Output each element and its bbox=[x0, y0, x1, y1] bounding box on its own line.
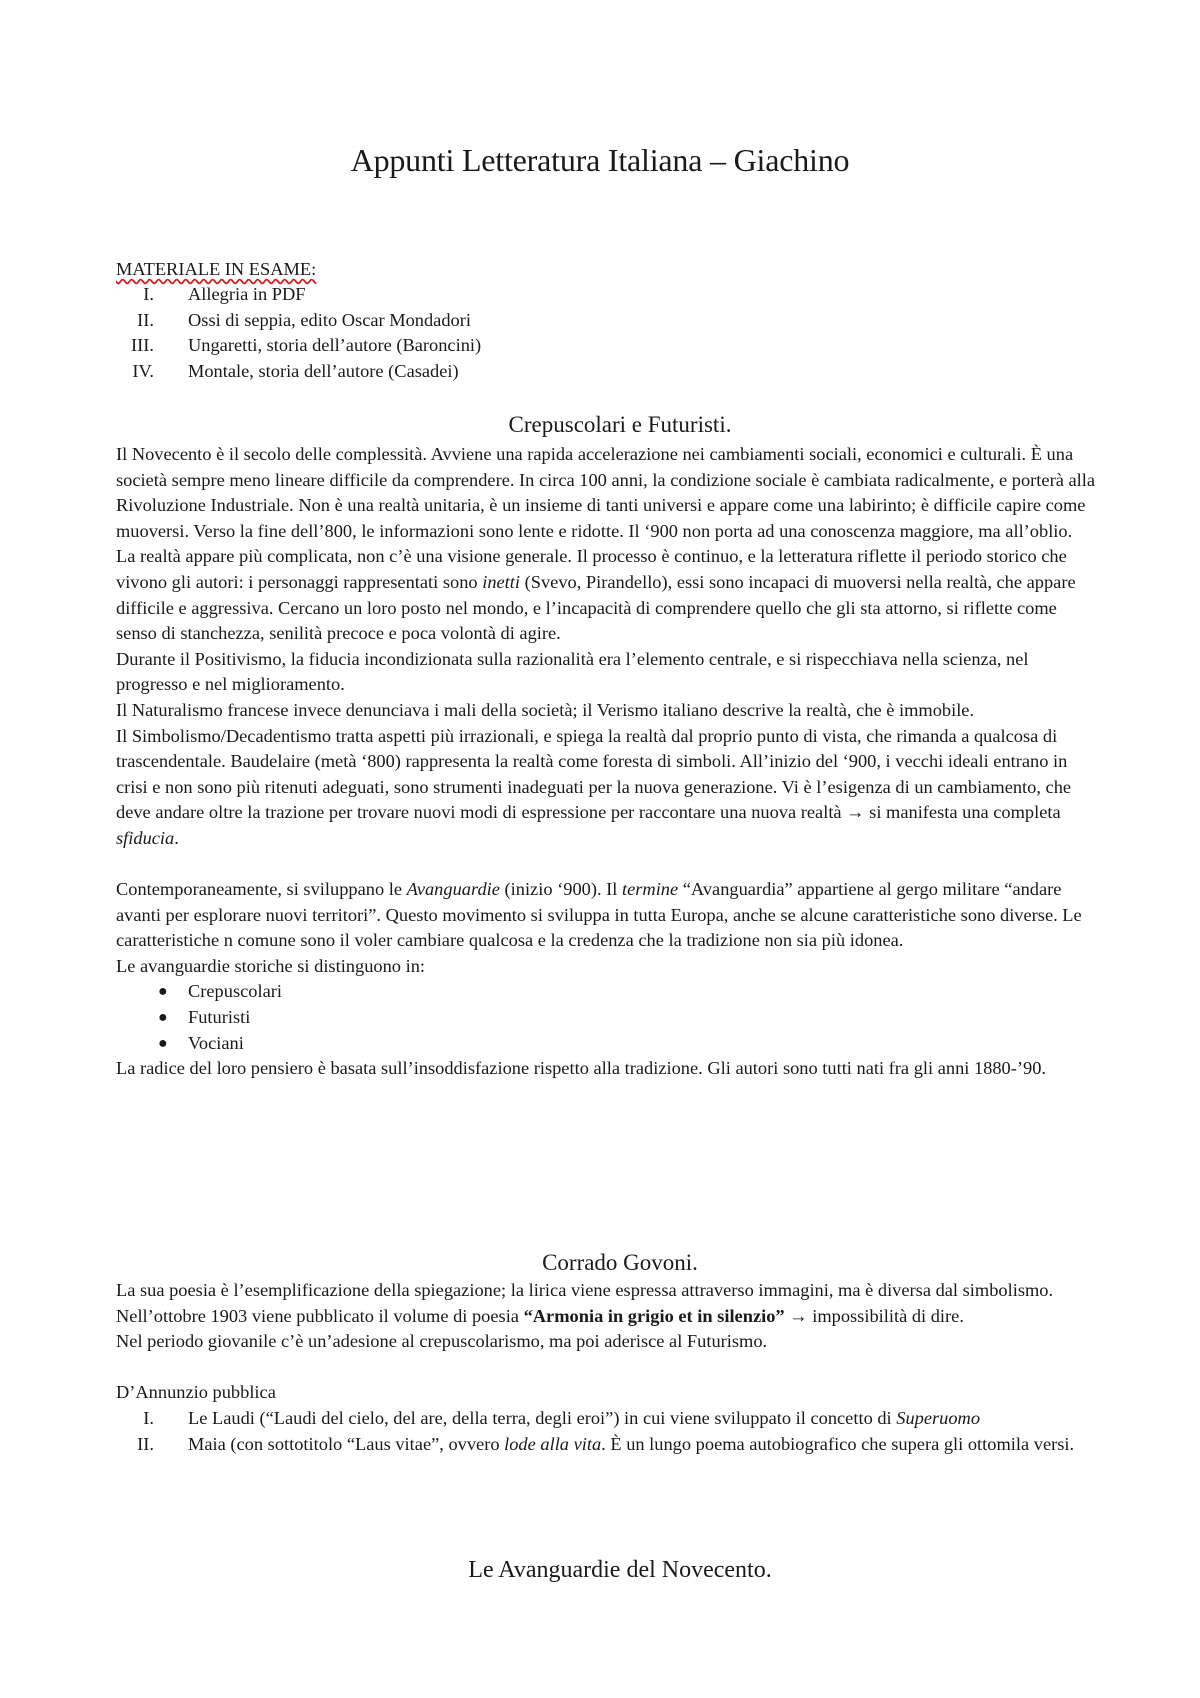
blank-line bbox=[116, 1355, 1096, 1381]
list-item-text: Futuristi bbox=[188, 1007, 251, 1028]
bold-text: “Armonia in grigio et in silenzio” bbox=[523, 1305, 785, 1326]
paragraph bbox=[116, 442, 1096, 647]
text-run: (Svevo, Pirandello), essi sono incapaci di muoversi nella realtà, che appare difficile e aggressiva. Cercano un loro posto nel mondo, e l’incapacità di comprendere quello che gli sta attorno, si riflette come senso di stanchezza, senilità precoce e poca volontà di agire. bbox=[116, 571, 1076, 644]
list-item-number: IV. bbox=[132, 360, 154, 381]
text-run: . bbox=[174, 827, 179, 848]
list-item-number: II. bbox=[137, 1433, 154, 1454]
text-run: Nell’ottobre 1903 viene pubblicato il volume di poesia bbox=[116, 1305, 524, 1326]
bullet-icon: ● bbox=[158, 1009, 168, 1027]
text-run: Contemporaneamente, si sviluppano le bbox=[116, 879, 407, 900]
materiale-heading: MATERIALE IN ESAME: bbox=[116, 259, 317, 279]
paragraph: La radice del loro pensiero è basata sull’insoddisfazione rispetto alla tradizione. Gli autori sono tutti nati fra gli anni 1880-’90. bbox=[116, 1058, 1046, 1079]
blank-line bbox=[116, 852, 1096, 878]
italic-text: lode alla vita bbox=[504, 1433, 602, 1454]
list-item-text: Vociani bbox=[188, 1032, 244, 1053]
list-item-text: Crepuscolari bbox=[188, 981, 282, 1002]
bullet-icon: ● bbox=[158, 1034, 168, 1052]
italic-text: inetti bbox=[482, 571, 521, 592]
list-item bbox=[116, 1406, 1096, 1432]
text-run: . È un lungo poema autobiografico che supera gli ottomila versi. bbox=[601, 1433, 1075, 1454]
paragraph: Nel periodo giovanile c’è un’adesione al crepuscolarismo, ma poi aderisce al Futurismo. bbox=[116, 1331, 768, 1352]
italic-text: Superuomo bbox=[896, 1407, 981, 1428]
paragraph: D’Annunzio pubblica bbox=[116, 1382, 276, 1403]
paragraph bbox=[116, 877, 1096, 954]
list-item-text: Ungaretti, storia dell’autore (Baroncini) bbox=[188, 335, 482, 356]
section-heading-crepuscolari: Crepuscolari e Futuristi. bbox=[508, 412, 732, 437]
text-run: (inizio ‘900). Il bbox=[499, 879, 622, 900]
list-item-text: Montale, storia dell’autore (Casadei) bbox=[188, 360, 459, 381]
italic-text: termine bbox=[621, 879, 679, 900]
text-run: “Avanguardia” appartiene al gergo militare “andare avanti per esplorare nuovi territori”. Questo movimento si sviluppa in tutta Europa, anche se alcune caratteristiche sono diverse. Le caratteristiche n comune sono il voler cambiare qualcosa e la credenza che la tradizione non sia più idonea. bbox=[116, 879, 1082, 951]
bullet-list bbox=[116, 979, 1096, 1056]
document-title: Appunti Letteratura Italiana – Giachino bbox=[350, 142, 850, 178]
list-item bbox=[116, 979, 1096, 1005]
section-heading-avanguardie: Le Avanguardie del Novecento. bbox=[468, 1557, 772, 1583]
list-item-number: I. bbox=[143, 1407, 154, 1428]
text-run: Le Laudi (“Laudi del cielo, del are, della terra, degli eroi”) in cui viene sviluppato il concetto di bbox=[188, 1407, 897, 1428]
paragraph: Durante il Positivismo, la fiducia incondizionata sulla razionalità era l’elemento centrale, e si rispecchiava nella scienza, nel progresso e nel miglioramento. bbox=[116, 648, 1029, 695]
italic-text: Avanguardie bbox=[406, 879, 500, 900]
section-heading-govoni: Corrado Govoni. bbox=[542, 1250, 698, 1275]
bullet-icon: ● bbox=[158, 983, 168, 1001]
paragraph: Le avanguardie storiche si distinguono in: bbox=[116, 955, 425, 976]
list-item-text: Ossi di seppia, edito Oscar Mondadori bbox=[188, 309, 471, 330]
section-body-crepuscolari bbox=[116, 442, 1096, 1082]
text-run: → impossibilità di dire. bbox=[784, 1305, 964, 1326]
text-run: Il Novecento è il secolo delle complessità. Avviene una rapida accelerazione nei cambiamenti sociali, economici e culturali. È una società sempre meno lineare difficile da comprendere. In circa 100 anni, la condizione sociale è cambiata radicalmente, e porterà alla Rivoluzione Industriale. Non è una realtà unitaria, è un insieme di tanti universi e appare come una labirinto; è difficile capire come muoversi. Verso la fine dell’800, le informazioni sono lente e ridotte. Il ‘900 non porta ad una conoscenza maggiore, ma all’oblio. La realtà appare più complicata, non c’è una visione generale. Il processo è continuo, e la letteratura riflette il periodo storico che vivono gli autori: i personaggi rappresentati sono bbox=[116, 444, 1095, 592]
list-item bbox=[116, 1005, 1096, 1031]
paragraph: La sua poesia è l’esemplificazione della spiegazione; la lirica viene espressa attraverso immagini, ma è diversa dal simbolismo. bbox=[116, 1280, 1054, 1300]
list-item-number: III. bbox=[131, 335, 154, 356]
text-run: Maia (con sottotitolo “Laus vitae”, ovvero bbox=[188, 1433, 505, 1454]
numbered-list bbox=[116, 1406, 1096, 1457]
paragraph bbox=[116, 1304, 1096, 1330]
italic-text: sfiducia bbox=[116, 827, 175, 848]
list-item-number: I. bbox=[143, 284, 154, 304]
list-item bbox=[116, 1031, 1096, 1057]
list-item-text: Allegria in PDF bbox=[188, 284, 306, 304]
section-body-govoni bbox=[116, 1278, 1096, 1457]
paragraph bbox=[116, 724, 1096, 852]
list-item-number: II. bbox=[137, 309, 154, 330]
text-run: Il Simbolismo/Decadentismo tratta aspetti più irrazionali, e spiega la realtà dal proprio punto di vista, che rimanda a qualcosa di trascendentale. Baudelaire (metà ‘800) rappresenta la realtà come foresta di simboli. All’inizio del ‘900, i vecchi ideali entrano in crisi e non sono più ritenuti adeguati, sono strumenti inadeguati per la nuova generazione. Vi è l’esigenza di un cambiamento, che deve andare oltre la trazione per trovare nuovi modi di espressione per raccontare una nuova realtà → si manifesta una completa bbox=[116, 725, 1072, 823]
paragraph: Il Naturalismo francese invece denunciava i mali della società; il Verismo italiano descrive la realtà, che è immobile. bbox=[116, 699, 975, 720]
list-item bbox=[116, 1432, 1096, 1458]
